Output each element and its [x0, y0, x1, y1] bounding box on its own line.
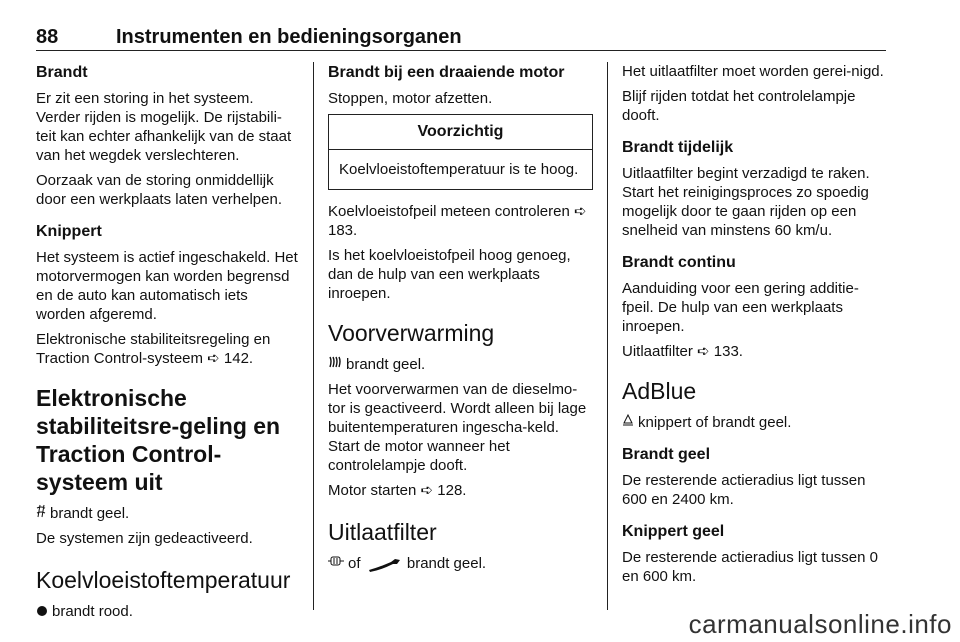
- heading-yellow: Brandt geel: [622, 446, 711, 463]
- paragraph: Uitlaatfilter ➪ 133.: [622, 343, 743, 360]
- paragraph: Koelvloeistofpeil meteen controleren ➪ 183.: [328, 203, 587, 239]
- adblue-icon: [622, 413, 634, 432]
- red-dot-icon: [36, 602, 48, 621]
- page-number: 88: [36, 26, 59, 48]
- heading-coolant: Koelvloeistoftemperatuur: [36, 567, 291, 593]
- paragraph: Blijf rijden totdat het controlelampje dooft.: [622, 88, 856, 124]
- watermark: carmanualsonline.info: [688, 609, 952, 639]
- paragraph: Het voorverwarmen van de dieselmo-tor is geactiveerd. Wordt alleen bij lage buitentemperaturen ingescha-keld. Start de motor wanneer het controlelampje dooft.: [328, 381, 587, 474]
- column-divider-2: [607, 62, 608, 610]
- heading-exhaust: Uitlaatfilter: [328, 519, 437, 545]
- header-divider: [36, 50, 886, 51]
- glow-plug-icon: [328, 355, 342, 374]
- heading-adblue: AdBlue: [622, 378, 697, 404]
- heading-esp: Elektronische stabiliteitsre-geling en Traction Control-systeem uit: [36, 385, 281, 495]
- exhaust-filter-icon: [328, 554, 344, 573]
- column-3: [622, 62, 890, 592]
- paragraph: De resterende actieradius ligt tussen 0 en 600 km.: [622, 549, 878, 585]
- page-title: Instrumenten en bedieningsorganen: [116, 26, 462, 48]
- paragraph: Stoppen, motor afzetten.: [328, 90, 493, 107]
- paragraph: Het systeem is actief ingeschakeld. Het motorvermogen kan worden begrensd en de auto kan automatisch iets worden afgeremd.: [36, 249, 298, 323]
- heading-blink-yellow: Knippert geel: [622, 523, 725, 540]
- heading-brandt: Brandt: [36, 64, 88, 81]
- heading-preheat: Voorverwarming: [328, 320, 495, 346]
- paragraph: Er zit een storing in het systeem. Verder rijden is mogelijk. De rijstabili-teit kan echter afhankelijk van de staat van het wegdek verslechteren.: [36, 90, 292, 164]
- adblue-status-text: knippert of brandt geel.: [638, 414, 792, 431]
- heading-continuous: Brandt continu: [622, 254, 736, 271]
- heading-temporary: Brandt tijdelijk: [622, 139, 734, 156]
- caution-title: Voorzichtig: [329, 115, 592, 150]
- preheat-status-text: brandt geel.: [346, 356, 426, 373]
- paragraph: Uitlaatfilter begint verzadigd te raken. Start het reinigingsproces zo spoedig mogelijk door te gaan rijden op een snelheid van minstens 60 km/u.: [622, 165, 870, 239]
- paragraph: Elektronische stabiliteitsregeling en Traction Control-systeem ➪ 142.: [36, 331, 271, 367]
- esp-off-icon: [36, 504, 46, 523]
- column-divider-1: [313, 62, 314, 610]
- paragraph: Het uitlaatfilter moet worden gerei-nigd.: [622, 63, 884, 80]
- caution-body: Koelvloeistoftemperatuur is te hoog.: [339, 161, 579, 178]
- paragraph: De systemen zijn gedeactiveerd.: [36, 530, 253, 547]
- heading-knippert: Knippert: [36, 223, 102, 240]
- paragraph: Motor starten ➪ 128.: [328, 482, 467, 499]
- coolant-status-text: brandt rood.: [52, 603, 133, 620]
- page-header: [36, 26, 886, 50]
- column-1: [36, 62, 298, 627]
- caution-box: [328, 114, 593, 190]
- paragraph: Is het koelvloeistofpeil hoog genoeg, dan de hulp van een werkplaats inroepen.: [328, 247, 571, 302]
- column-2: [328, 62, 593, 579]
- exhaust-status-text: brandt geel.: [406, 555, 487, 572]
- heading-running: Brandt bij een draaiende motor: [328, 64, 565, 81]
- paragraph-esp-status: [36, 504, 298, 523]
- paragraph: Aanduiding voor een gering additie-fpeil. De hulp van een werkplaats inroepen.: [622, 280, 859, 335]
- paragraph: Oorzaak van de storing onmiddellijk door een werkplaats laten verhelpen.: [36, 172, 282, 208]
- paragraph-coolant-status: [36, 602, 298, 621]
- exhaust-or-text: of: [348, 555, 361, 572]
- paragraph-exhaust-status: [328, 554, 593, 573]
- paragraph-adblue-status: [622, 413, 890, 432]
- wrench-icon: [367, 558, 401, 570]
- paragraph: De resterende actieradius ligt tussen 600 en 2400 km.: [622, 472, 866, 508]
- paragraph-preheat-status: [328, 355, 593, 374]
- esp-status-text: brandt geel.: [50, 505, 130, 522]
